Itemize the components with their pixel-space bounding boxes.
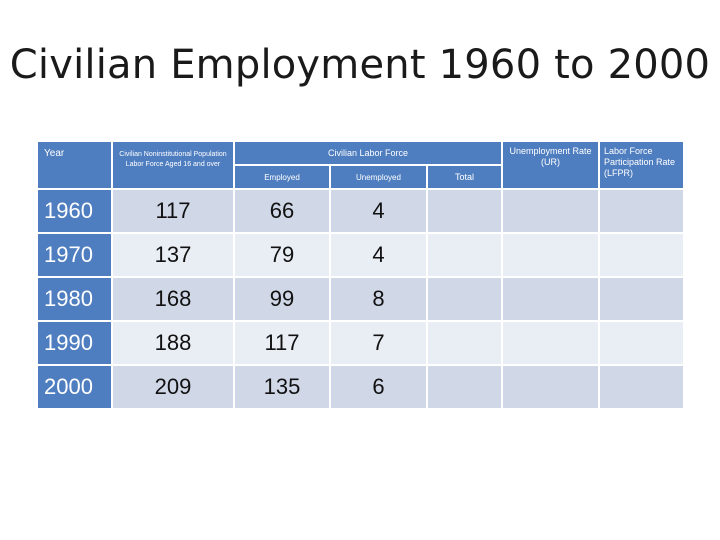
lfpr-cell (599, 365, 684, 409)
year-cell: 1960 (37, 189, 112, 233)
header-total: Total (427, 165, 502, 189)
lfpr-cell (599, 321, 684, 365)
population-cell: 168 (112, 277, 234, 321)
employed-cell: 66 (234, 189, 330, 233)
total-cell (427, 233, 502, 277)
unemployed-cell: 7 (330, 321, 427, 365)
population-cell: 137 (112, 233, 234, 277)
header-employed: Employed (234, 165, 330, 189)
table-row (37, 233, 684, 277)
unemployed-cell: 8 (330, 277, 427, 321)
total-cell (427, 321, 502, 365)
lfpr-cell (599, 233, 684, 277)
table-row (37, 189, 684, 233)
lfpr-cell (599, 277, 684, 321)
header-participation-rate: Labor Force Participation Rate (LFPR) (599, 141, 684, 189)
population-cell: 117 (112, 189, 234, 233)
population-cell: 188 (112, 321, 234, 365)
ur-cell (502, 321, 599, 365)
year-cell: 1970 (37, 233, 112, 277)
header-civilian-labor-force: Civilian Labor Force (234, 141, 502, 165)
employed-cell: 99 (234, 277, 330, 321)
ur-cell (502, 233, 599, 277)
table-row (37, 365, 684, 409)
total-cell (427, 189, 502, 233)
total-cell (427, 365, 502, 409)
header-unemployment-rate: Unemployment Rate (UR) (502, 141, 599, 189)
header-population: Civilian Noninstitutional Population Labor Force Aged 16 and over (112, 141, 234, 189)
header-unemployed: Unemployed (330, 165, 427, 189)
lfpr-cell (599, 189, 684, 233)
ur-cell (502, 277, 599, 321)
header-row-top (37, 141, 684, 165)
unemployed-cell: 4 (330, 189, 427, 233)
total-cell (427, 277, 502, 321)
year-cell: 1990 (37, 321, 112, 365)
table-row (37, 321, 684, 365)
population-cell: 209 (112, 365, 234, 409)
ur-cell (502, 189, 599, 233)
unemployed-cell: 4 (330, 233, 427, 277)
year-cell: 2000 (37, 365, 112, 409)
header-year: Year (37, 141, 112, 189)
ur-cell (502, 365, 599, 409)
employment-table (36, 140, 685, 410)
table-row (37, 277, 684, 321)
slide-title: Civilian Employment 1960 to 2000 (9, 42, 711, 88)
year-cell: 1980 (37, 277, 112, 321)
employed-cell: 117 (234, 321, 330, 365)
employed-cell: 79 (234, 233, 330, 277)
unemployed-cell: 6 (330, 365, 427, 409)
employed-cell: 135 (234, 365, 330, 409)
